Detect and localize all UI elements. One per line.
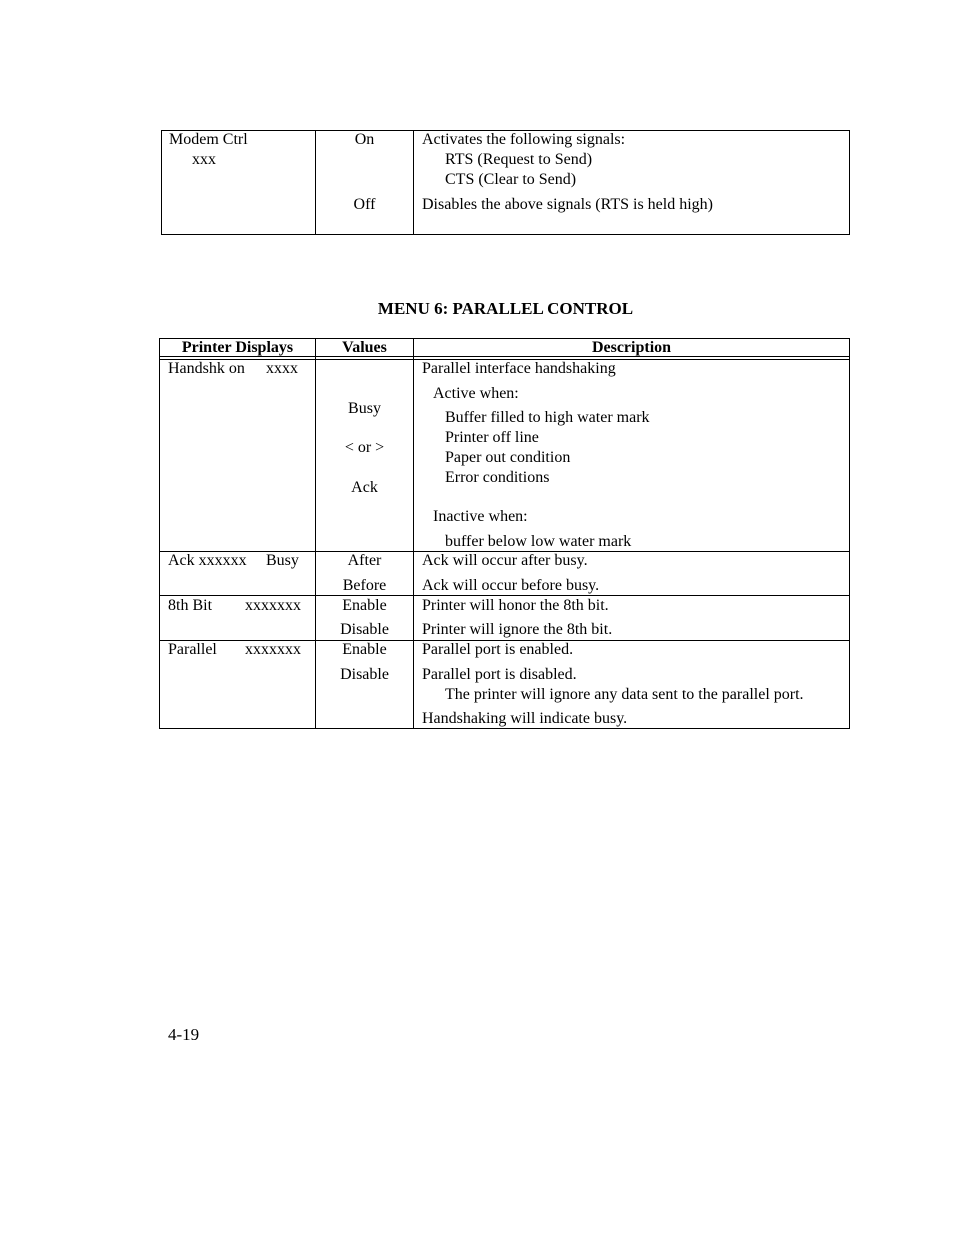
description-text: buffer below low water mark [445, 533, 632, 550]
table-border [159, 728, 850, 729]
description-text: CTS (Clear to Send) [445, 171, 577, 188]
printer-display-value: xxx [192, 151, 216, 168]
value-text: Before [342, 577, 387, 594]
printer-display-value: Busy [266, 552, 299, 569]
description-text: Ack will occur before busy. [422, 577, 600, 594]
table-border [849, 130, 850, 235]
printer-display-value: xxxxxxx [245, 641, 301, 658]
value-text: Disable [340, 666, 389, 683]
description-text: Printer will ignore the 8th bit. [422, 621, 613, 638]
value-text: < or > [344, 439, 385, 456]
printer-display-text: Parallel [168, 641, 217, 658]
description-text: Paper out condition [445, 449, 571, 466]
header-description: Description [591, 339, 672, 356]
printer-display-text: Handshk on [168, 360, 245, 377]
description-text: Handshaking will indicate busy. [422, 710, 628, 727]
table-border [849, 338, 850, 729]
description-text: Inactive when: [433, 508, 528, 525]
description-text: Buffer filled to high water mark [445, 409, 650, 426]
description-text: Parallel interface handshaking [422, 360, 616, 377]
value-text: Enable [342, 641, 387, 658]
page-number: 4-19 [168, 1025, 200, 1044]
value-text: Disable [340, 621, 389, 638]
menu-title: MENU 6: PARALLEL CONTROL [377, 299, 634, 318]
printer-display-value: xxxxxxx [245, 597, 301, 614]
value-text: Busy [348, 400, 381, 417]
table-border [159, 595, 850, 596]
table-border [413, 338, 414, 729]
table-border [159, 338, 160, 729]
description-text: Activates the following signals: [422, 131, 626, 148]
printer-display-value: xxxx [266, 360, 298, 377]
value-text: Off [353, 196, 376, 213]
description-text: Ack will occur after busy. [422, 552, 588, 569]
printer-display-text: Modem Ctrl [169, 131, 248, 148]
value-text: On [354, 131, 375, 148]
description-text: Disables the above signals (RTS is held high) [422, 196, 713, 213]
description-text: Parallel port is disabled. [422, 666, 577, 683]
description-text: The printer will ignore any data sent to the parallel port. [445, 686, 804, 703]
description-text: Printer off line [445, 429, 539, 446]
header-printer-displays: Printer Displays [181, 339, 294, 356]
description-text: Parallel port is enabled. [422, 641, 574, 658]
description-text: Active when: [433, 385, 519, 402]
printer-display-text: Ack xxxxxx [168, 552, 247, 569]
description-text: Error conditions [445, 469, 550, 486]
printer-display-text: 8th Bit [168, 597, 213, 614]
value-text: After [347, 552, 382, 569]
table-border [161, 130, 162, 235]
description-text: RTS (Request to Send) [445, 151, 593, 168]
header-values: Values [342, 339, 387, 356]
description-text: Printer will honor the 8th bit. [422, 597, 609, 614]
value-text: Ack [351, 479, 378, 496]
value-text: Enable [342, 597, 387, 614]
table-border [161, 234, 850, 235]
table-border [413, 130, 414, 235]
